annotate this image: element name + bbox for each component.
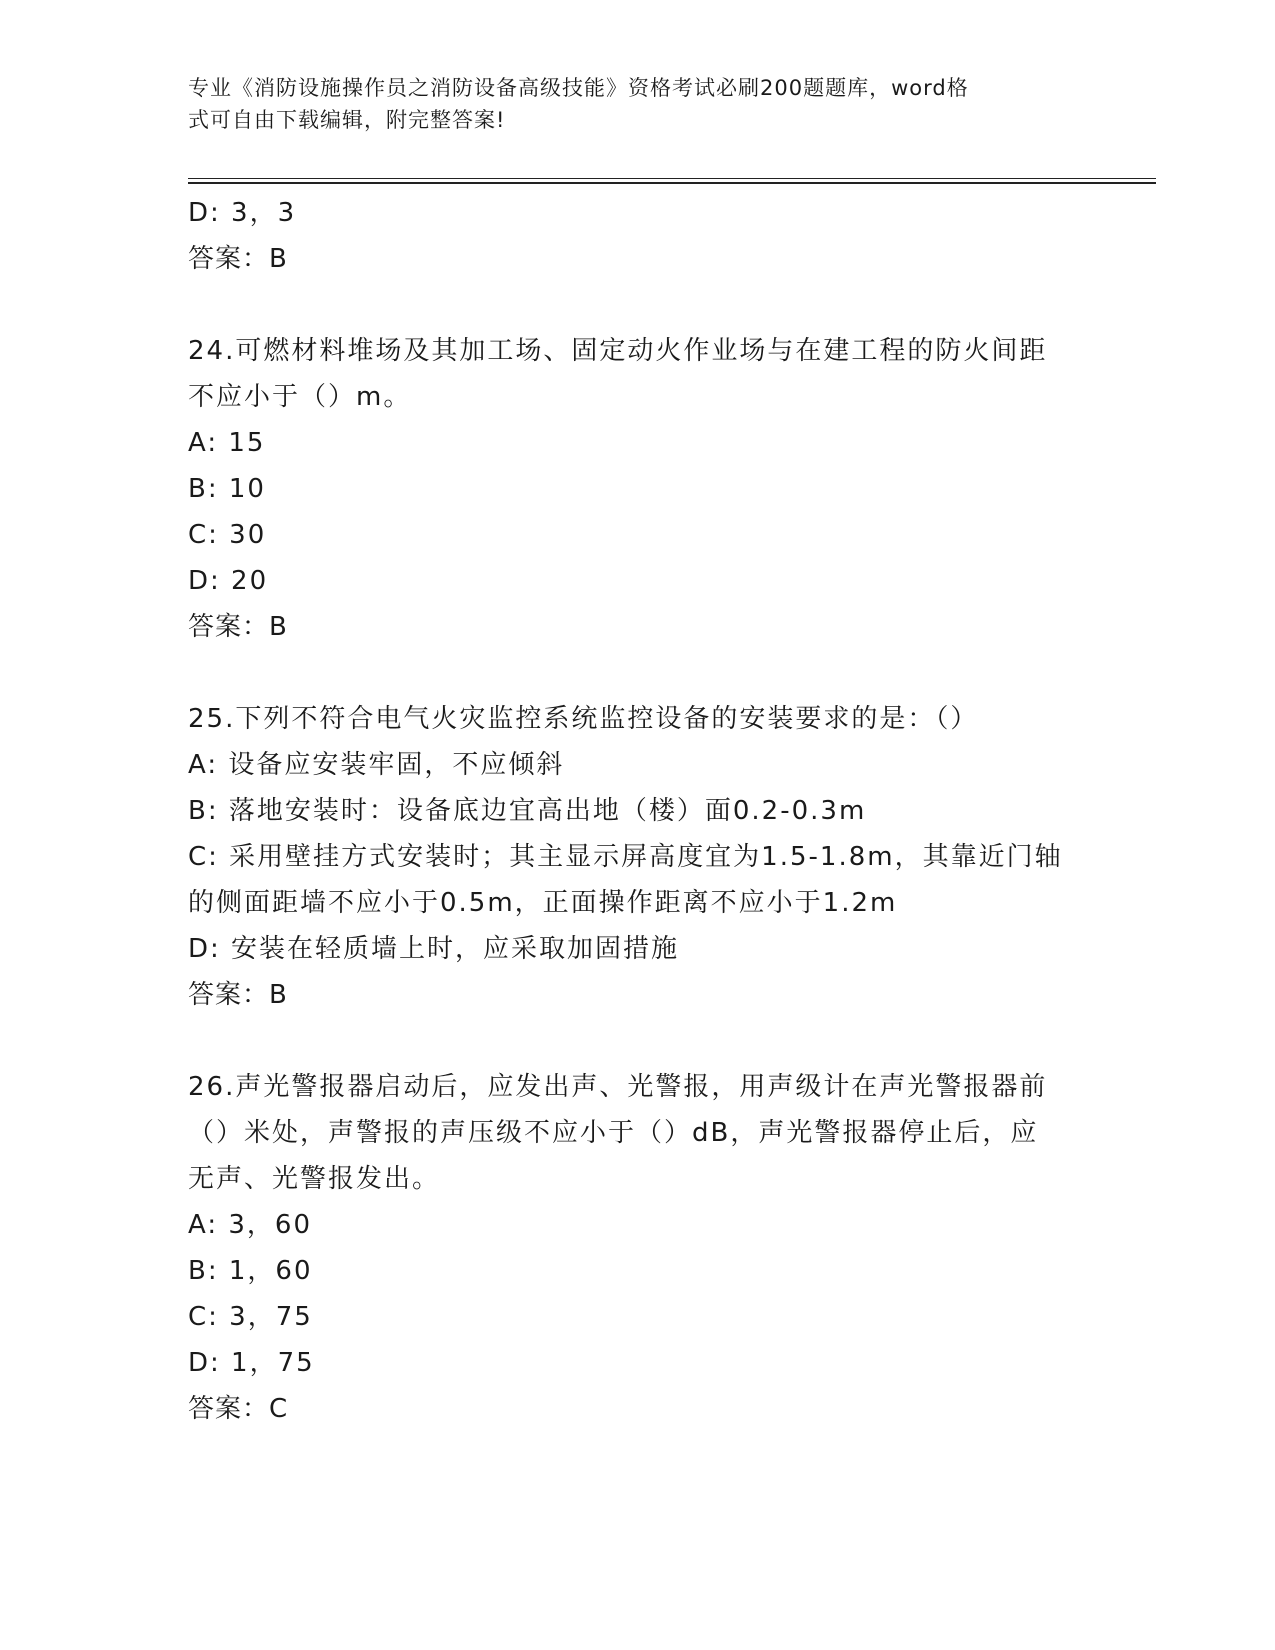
header-line-1: 专业《消防设施操作员之消防设备高级技能》资格考试必刷200题题库，word格 — [188, 76, 969, 100]
header-line-2: 式可自由下载编辑，附完整答案! — [188, 108, 506, 132]
question-26 — [188, 1064, 1088, 1432]
question-stem-line: 不应小于（）m。 — [188, 382, 412, 412]
option-d: D: 安装在轻质墙上时，应采取加固措施 — [188, 934, 680, 964]
spacer — [188, 1018, 1088, 1064]
answer-line: 答案：B — [188, 612, 288, 642]
answer-line: 答案：C — [188, 1394, 289, 1424]
option-c-continued: 的侧面距墙不应小于0.5m，正面操作距离不应小于1.2m — [188, 888, 898, 918]
answer-line: 答案：B — [188, 980, 288, 1010]
document-header — [188, 72, 1068, 136]
header-divider-thin — [188, 178, 1156, 179]
option-b: B: 1，60 — [188, 1256, 313, 1286]
option-c: C: 3，75 — [188, 1302, 313, 1332]
header-divider-thick — [188, 182, 1156, 184]
question-list — [188, 190, 1088, 1432]
option-a: A: 15 — [188, 428, 266, 458]
prev-question-tail — [188, 190, 1088, 282]
question-stem-line: 24.可燃材料堆场及其加工场、固定动火作业场与在建工程的防火间距 — [188, 336, 1048, 366]
question-stem-line: 26.声光警报器启动后，应发出声、光警报，用声级计在声光警报器前 — [188, 1072, 1048, 1102]
option-d: D: 20 — [188, 566, 269, 596]
option-b: B: 落地安装时：设备底边宜高出地（楼）面0.2-0.3m — [188, 796, 867, 826]
question-25 — [188, 696, 1088, 1018]
question-stem-line: 无声、光警报发出。 — [188, 1164, 441, 1194]
option-d: D: 3，3 — [188, 198, 297, 228]
answer-line: 答案：B — [188, 244, 288, 274]
option-b: B: 10 — [188, 474, 266, 504]
question-24 — [188, 328, 1088, 650]
spacer — [188, 282, 1088, 328]
option-d: D: 1，75 — [188, 1348, 315, 1378]
option-a: A: 3，60 — [188, 1210, 312, 1240]
option-c: C: 30 — [188, 520, 267, 550]
question-stem-line: （）米处，声警报的声压级不应小于（）dB，声光警报器停止后，应 — [188, 1118, 1039, 1148]
question-stem-line: 25.下列不符合电气火灾监控系统监控设备的安装要求的是：（） — [188, 704, 979, 734]
spacer — [188, 650, 1088, 696]
option-a: A: 设备应安装牢固，不应倾斜 — [188, 750, 565, 780]
option-c: C: 采用壁挂方式安装时；其主显示屏高度宜为1.5-1.8m，其靠近门轴 — [188, 842, 1063, 872]
